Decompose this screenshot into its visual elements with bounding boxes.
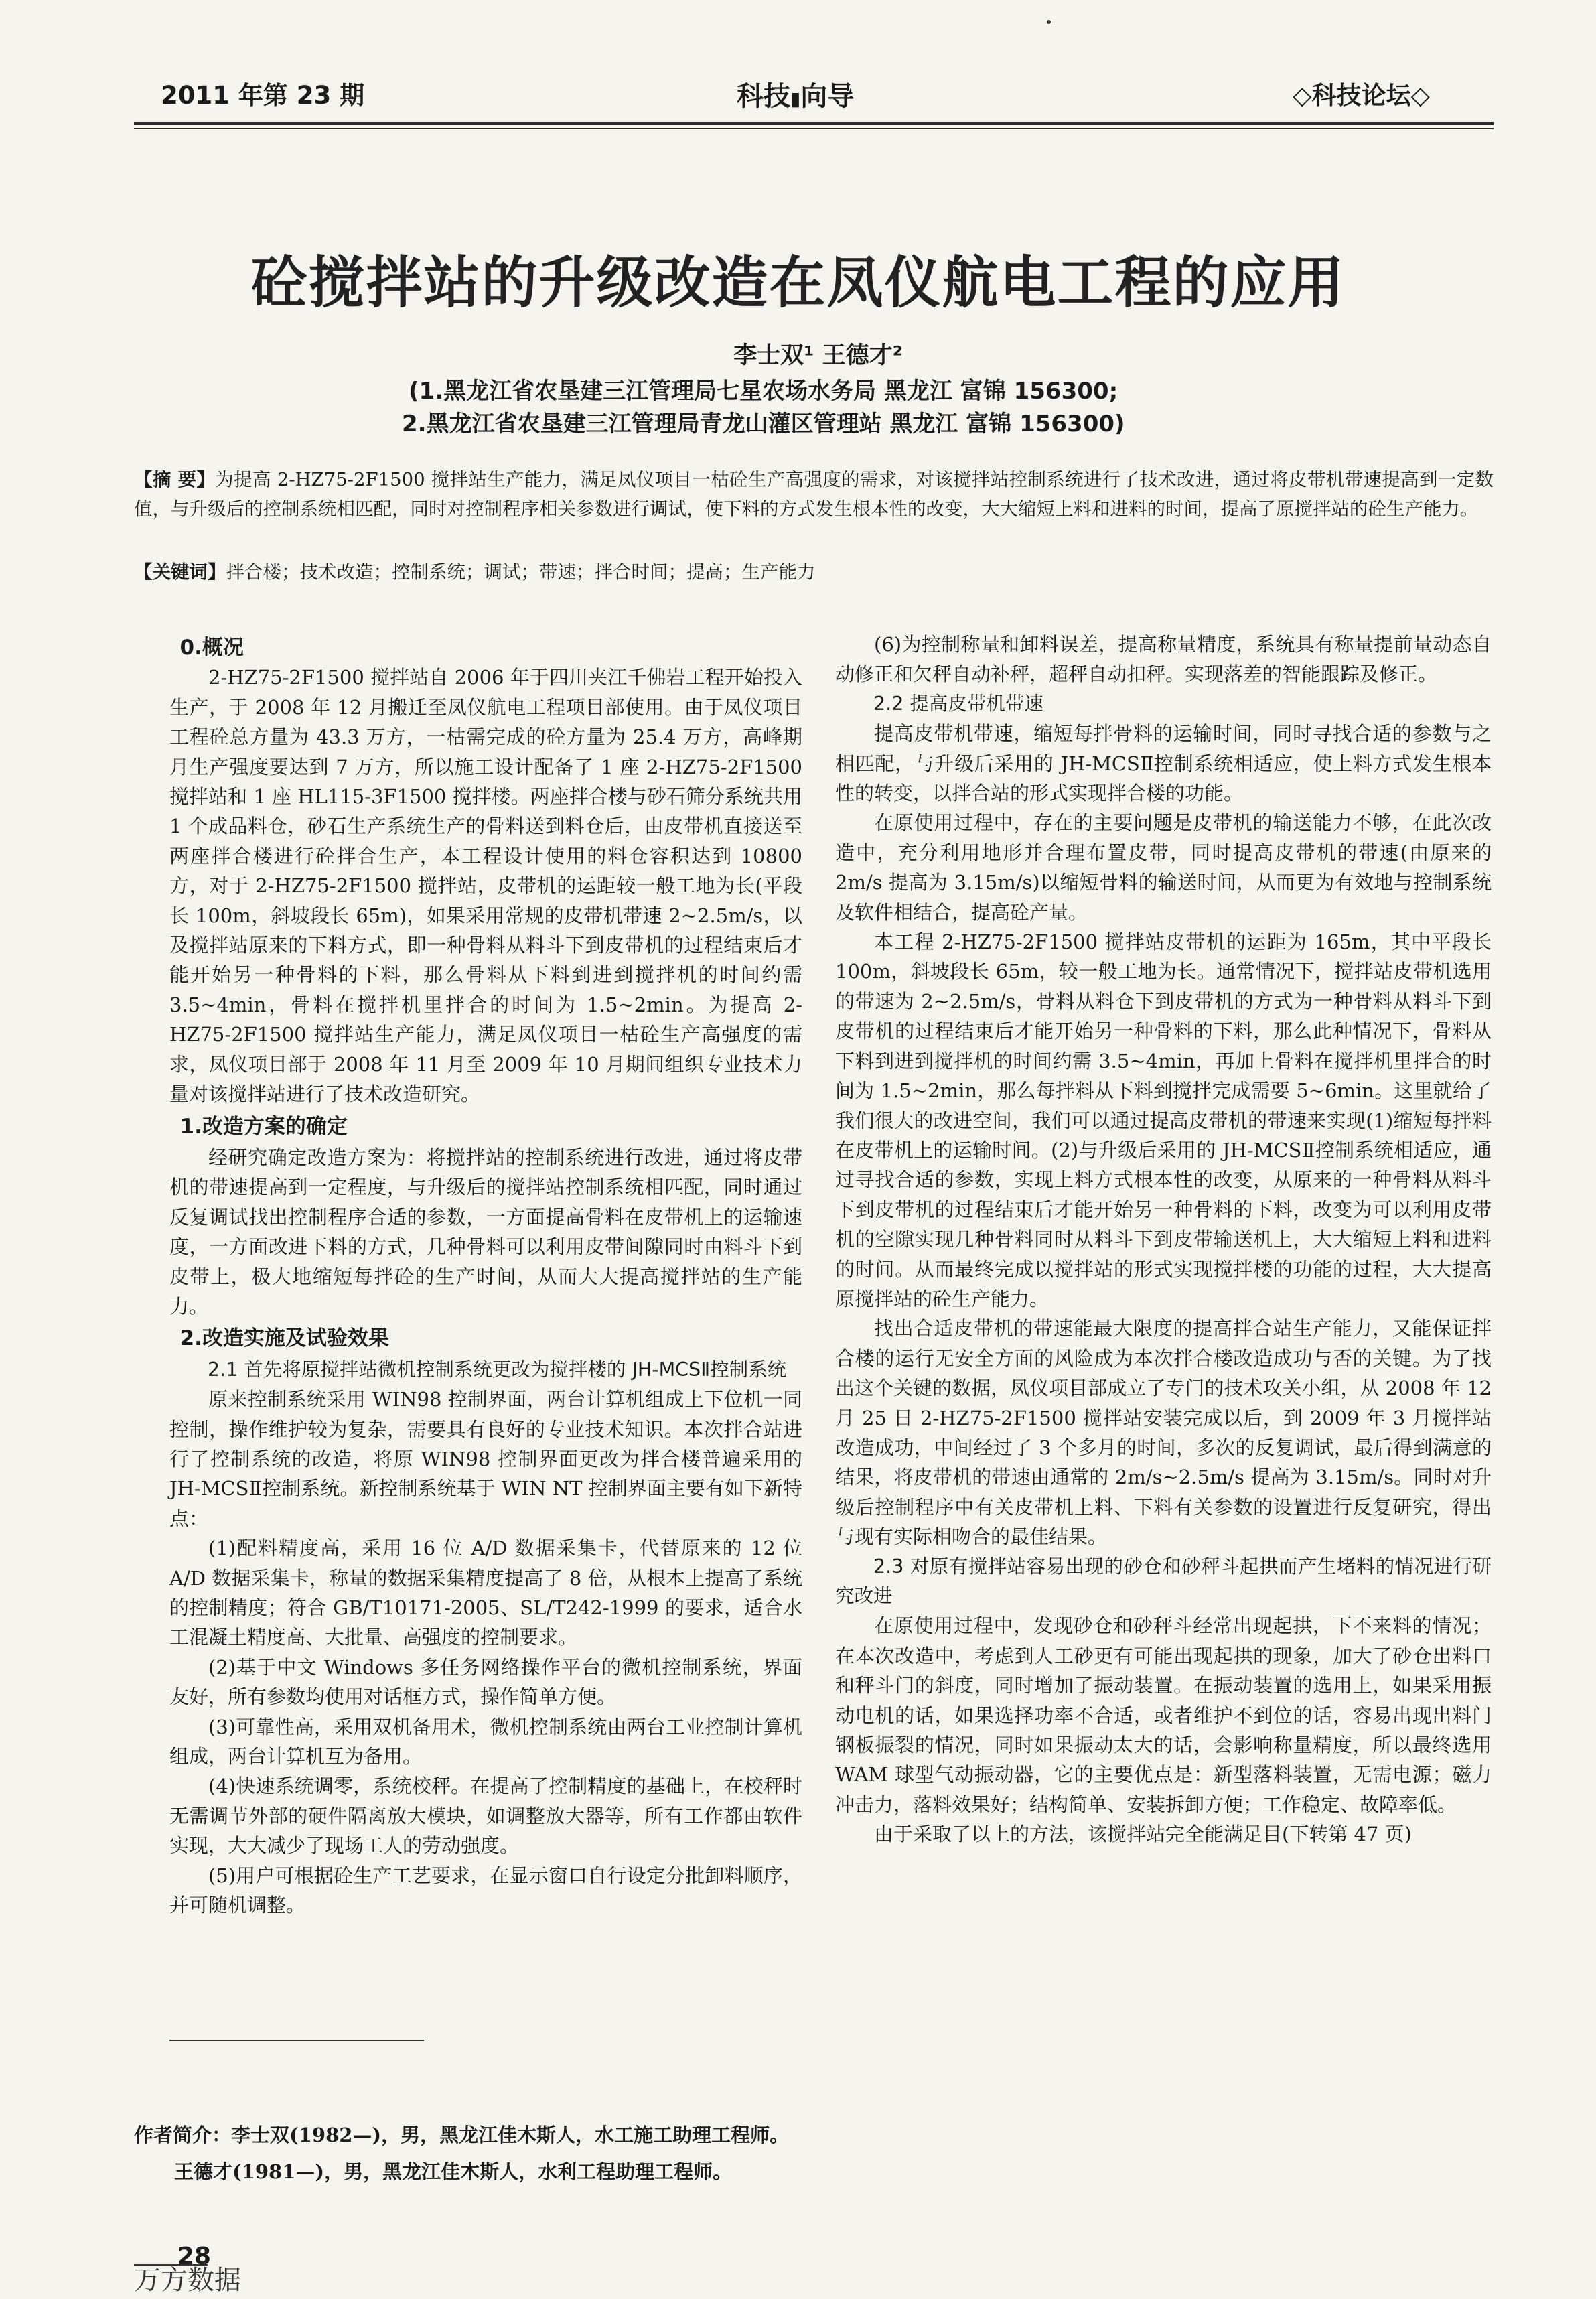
section-heading: 1.改造方案的确定 [179,1114,348,1139]
footnote-rule [169,2040,424,2041]
paragraph: 提高皮带机带速，缩短每拌骨料的运输时间，同时寻找合适的参数与之相匹配，与升级后采用的 JH-MCSⅡ控制系统相适应，使上料方式发生根本性的转变，以拌合站的形式实现拌合楼的功能。 [835,722,1492,805]
abstract-text: 为提高 2-HZ75-2F1500 搅拌站生产能力，满足凤仪项目一枯砼生产高强度的需求，对该搅拌站控制系统进行了技术改进，通过将皮带机带速提高到一定数值，与升级后的控制系统相匹配，同时对控制程序相关参数进行调试，使下料的方式发生根本性的改变，大大缩短上料和进料的时间，提高了原搅拌站的砼生产能力。 [134,469,1494,520]
paragraph: 经研究确定改造方案为：将搅拌站的控制系统进行改进，通过将皮带机的带速提高到一定程度，与升级后的搅拌站控制系统相匹配，同时通过反复调试找出控制程序合适的参数，一方面提高骨料在皮带机上的运输速度，一方面改进下料的方式，几种骨料可以利用皮带间隙同时由料斗下到皮带上，极大地缩短每拌砼的生产时间，从而大大提高搅拌站的生产能力。 [169,1145,802,1318]
section-heading: 2.1 首先将原搅拌站微机控制系统更改为搅拌楼的 JH-MCSⅡ控制系统 [208,1358,787,1381]
keywords [134,557,1494,587]
paragraph: (1)配料精度高，采用 16 位 A/D 数据采集卡，代替原来的 12 位 A/D 数据采集卡，称量的数据采集精度提高了 8 倍，从根本上提高了系统的控制精度；符合 GB/T10171-2005、SL/T242-1999 的要求，适合水工混凝土精度高、大批量、高强度的控制要求。 [169,1537,802,1649]
journal-name-part1: 科技 [737,81,790,112]
page-number: 28 [177,2243,212,2270]
affiliation-1: (1.黑龙江省农垦建三江管理局七星农场水务局 黑龙江 富锦 156300; [409,378,1118,405]
section-heading: 2.3 对原有搅拌站容易出现的砂仓和砂秤斗起拱而产生堵料的情况进行研究改进 [835,1555,1492,1607]
paragraph: 找出合适皮带机的带速能最大限度的提高拌合站生产能力，又能保证拌合楼的运行无安全方面的风险成为本次拌合楼改造成功与否的关键。为了找出这个关键的数据，凤仪项目部成立了专门的技术攻关小组，从 2008 年 12 月 25 日 2-HZ75-2F1500 搅拌站安装完成以后，到 2009 年 3 月搅拌站改造成功，中间经过了 3 个多月的时间，多次的反复调试，最后得到满意的结果，将皮带机的带速由通常的 2m/s~2.5m/s 提高为 3.15m/s。同时对升级后控制程序中有关皮带机上料、下料有关参数的设置进行反复研究，得出与现有实际相吻合的最佳结果。 [835,1317,1492,1549]
affiliation-2: 2.黑龙江省农垦建三江管理局青龙山灌区管理站 黑龙江 富锦 156300) [402,411,1125,437]
paragraph: (4)快速系统调零，系统校秤。在提高了控制精度的基础上，在校秤时无需调节外部的硬件隔离放大模块，如调整放大器等，所有工作都由软件实现，大大减少了现场工人的劳动强度。 [169,1774,802,1858]
paragraph: 原来控制系统采用 WIN98 控制界面，两台计算机组成上下位机一同控制，操作维护较为复杂，需要具有良好的专业技术知识。本次拌合站进行了控制系统的改造，将原 WIN98 控制界面更改为拌合楼普遍采用的 JH-MCSⅡ控制系统。新控制系统基于 WIN NT 控制界面主要有如下新特点： [169,1388,802,1530]
right-column [835,630,1492,1850]
paragraph: 在原使用过程中，发现砂仓和砂秤斗经常出现起拱，下不来料的情况；在本次改造中，考虑到人工砂更有可能出现起拱的现象，加大了砂仓出料口和秤斗门的斜度，同时增加了振动装置。在振动装置的选用上，如果采用振动电机的话，如果选择功率不合适，或者维护不到位的话，容易出现出料门钢板振裂的情况，同时如果振动太大的话，会影响称量精度，所以最终选用 WAM 球型气动振动器，它的主要优点是：新型落料装置，无需电源；磁力冲击力，落料效果好；结构简单、安装拆卸方便；工作稳定、故障率低。 [835,1614,1492,1816]
paper-title: 砼搅拌站的升级改造在凤仪航电工程的应用 [250,250,1346,316]
keywords-text: 拌合楼；技术改造；控制系统；调试；带速；拌合时间；提高；生产能力 [226,561,816,583]
left-column [169,633,802,1920]
abstract-label: 【摘 要】 [134,469,216,490]
paragraph: 由于采取了以上的方法，该搅拌站完全能满足目(下转第 47 页) [874,1823,1412,1846]
journal-logo-mark: ▮ [790,88,801,110]
paragraph: 在原使用过程中，存在的主要问题是皮带机的输送能力不够，在此次改造中，充分利用地形并合理布置皮带，同时提高皮带机的带速(由原来的 2m/s 提高为 3.15m/s)以缩短骨料的输送时间，从而更为有效地与控制系统及软件相结合，提高砼产量。 [835,811,1492,924]
keywords-label: 【关键词】 [134,561,226,583]
section-heading: 0.概况 [179,636,244,660]
author-bio-2: 王德才(1981—)，男，黑龙江佳木斯人，水利工程助理工程师。 [174,2160,733,2183]
issue-label: 2011 年第 23 期 [161,81,365,110]
section-heading: 2.2 提高皮带机带速 [873,692,1043,715]
journal-name-part2: 向导 [800,81,855,112]
header-rule [134,122,1494,125]
paragraph: (6)为控制称量和卸料误差，提高称量精度，系统具有称量提前量动态自动修正和欠秤自动补秤，超秤自动扣秤。实现落差的智能跟踪及修正。 [835,633,1492,686]
watermark: 万方数据 [134,2265,241,2296]
journal-name [737,75,854,113]
paragraph: 2-HZ75-2F1500 搅拌站自 2006 年于四川夹江千佛岩工程开始投入生产，于 2008 年 12 月搬迁至凤仪航电工程项目部使用。由于凤仪项目工程砼总方量为 43.3 万方，一枯需完成的砼方量为 25.4 万方，高峰期月生产强度要达到 7 万方，所以施工设计配备了 1 座 2-HZ75-2F1500 搅拌站和 1 座 HL115-3F1500 搅拌楼。两座拌合楼与砂石筛分系统共用 1 个成品料仓，砂石生产系统生产的骨料送到料仓后，由皮带机直接送至两座拌合楼进行砼拌合生产，本工程设计使用的料仓容积达到 10800 方，对于 2-HZ75-2F1500 搅拌站，皮带机的运距较一般工地为长(平段长 100m，斜坡段长 65m)，如果采用常规的皮带机带速 2~2.5m/s，以及搅拌站原来的下料方式，即一种骨料从料斗下到皮带机的过程结束后才能开始另一种骨料的下料，那么骨料从下料到进到搅拌机的时间约需 3.5~4min，骨料在搅拌机里拌合的时间为 1.5~2min。为提高 2-HZ75-2F1500 搅拌站生产能力，满足凤仪项目一枯砼生产高强度的需求，凤仪项目部于 2008 年 11 月至 2009 年 10 月期间组织专业技术力量对该搅拌站进行了技术改造研究。 [169,666,802,1106]
authors: 李士双¹ 王德才² [733,342,903,369]
section-label: ◇科技论坛◇ [1293,81,1430,110]
paragraph: (5)用户可根据砼生产工艺要求，在显示窗口自行设定分批卸料顺序，并可随机调整。 [169,1864,802,1917]
paragraph: 本工程 2-HZ75-2F1500 搅拌站皮带机的运距为 165m，其中平段长 100m，斜坡段长 65m，较一般工地为长。通常情况下，搅拌站皮带机选用的带速为 2~2.5m/s，骨料从料仓下到皮带机的方式为一种骨料从料斗下到皮带机的过程结束后才能开始另一种骨料的下料，那么此种情况下，骨料从下料到进到搅拌机的时间约需 3.5~4min，再加上骨料在搅拌机里拌合的时间为 1.5~2min，那么每拌料从下料到搅拌完成需要 5~6min。这里就给了我们很大的改进空间，我们可以通过提高皮带机的带速来实现(1)缩短每拌料在皮带机上的运输时间。(2)与升级后采用的 JH-MCSⅡ控制系统相适应，通过寻找合适的参数，实现上料方式根本性的改变，从原来的一种骨料从料斗下到皮带机的过程结束后才能开始另一种骨料的下料，改变为可以利用皮带机的空隙实现几种骨料同时从料斗下到皮带输送机上，大大缩短上料和进料的时间。从而最终完成以搅拌站的形式实现搅拌楼的功能的过程，大大提高原搅拌站的砼生产能力。 [835,930,1492,1310]
paragraph: (2)基于中文 Windows 多任务网络操作平台的微机控制系统，界面友好，所有参数均使用对话框方式，操作简单方便。 [169,1655,802,1709]
header-rule-thin [134,128,1494,129]
section-heading: 2.改造实施及试验效果 [179,1326,389,1351]
author-bio-1: 作者简介：李士双(1982—)，男，黑龙江佳木斯人，水工施工助理工程师。 [134,2123,790,2146]
speck-mark [1047,20,1051,24]
paragraph: (3)可靠性高，采用双机备用术，微机控制系统由两台工业控制计算机组成，两台计算机互为备用。 [169,1715,802,1768]
abstract [134,465,1494,524]
